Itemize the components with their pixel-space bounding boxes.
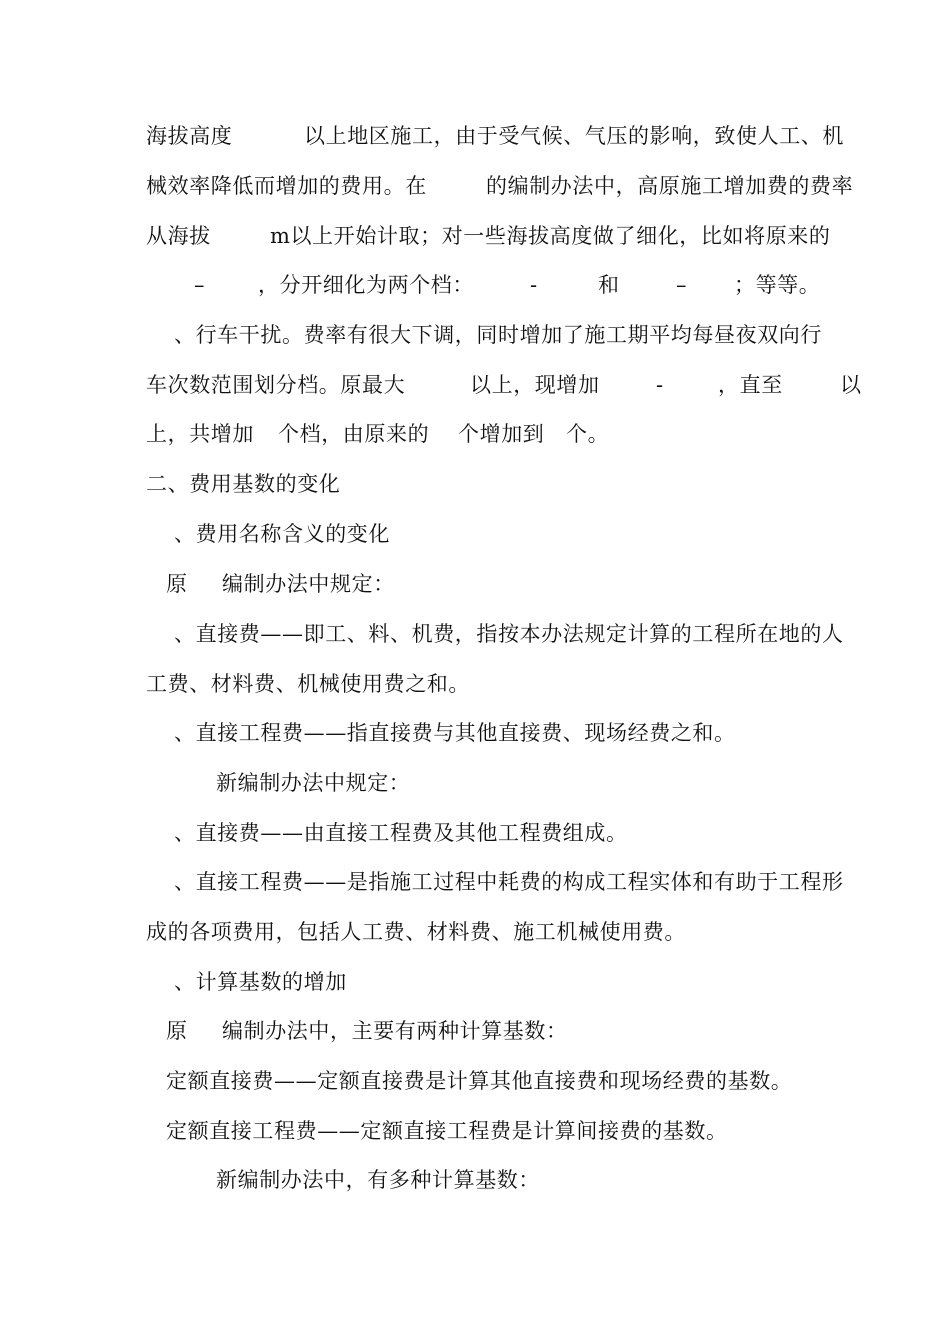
text-segment: 定额直接费——定额直接费是计算其他直接费和现场经费的基数。 <box>166 1069 793 1093</box>
text-segment: 械效率降低而增加的费用。在 <box>146 174 427 198</box>
text-segment: 、直接费——由直接工程费及其他工程费组成。 <box>174 821 628 845</box>
paragraph-line <box>146 216 860 256</box>
text-segment: 上，共增加 <box>146 422 254 446</box>
text-segment: 、行车干扰。费率有很大下调，同时增加了施工期平均每昼夜双向行 <box>174 323 822 347</box>
paragraph-line <box>146 265 860 305</box>
text-segment: ，分开细化为两个档： <box>258 273 474 297</box>
text-segment: 海拔高度 <box>146 124 233 148</box>
paragraph-line <box>146 664 860 704</box>
text-segment: 个增加到 <box>458 422 545 446</box>
text-segment: 车次数范围划分档。原最大 <box>146 373 406 397</box>
text-segment: 、直接工程费——指直接费与其他直接费、现场经费之和。 <box>174 721 736 745</box>
text-segment: ，直至 <box>718 373 783 397</box>
text-segment: 成的各项费用，包括人工费、材料费、施工机械使用费。 <box>146 920 686 944</box>
paragraph-line <box>146 166 860 206</box>
text-segment: 二、费用基数的变化 <box>146 472 341 496</box>
subsection-heading <box>146 514 860 554</box>
paragraph-line <box>146 116 860 156</box>
text-segment: 、计算基数的增加 <box>174 970 347 994</box>
paragraph-line <box>146 912 860 952</box>
text-segment: 原 <box>166 1019 188 1043</box>
paragraph-line <box>146 1011 860 1051</box>
paragraph-line <box>146 813 860 853</box>
text-segment: 个。 <box>566 422 610 446</box>
text-segment: 、直接工程费——是指施工过程中耗费的构成工程实体和有助于工程形 <box>174 870 844 894</box>
text-segment: 新编制办法中规定： <box>216 771 411 795</box>
text-segment: 以上地区施工，由于受气候、气压的影响，致使人工、机 <box>304 124 844 148</box>
paragraph-line <box>146 763 860 803</box>
text-segment: - <box>656 373 664 397</box>
text-segment: 原 <box>166 572 188 596</box>
text-segment: 和 <box>598 273 620 297</box>
section-heading <box>146 464 860 504</box>
text-segment: 工费、材料费、机械使用费之和。 <box>146 672 470 696</box>
text-segment: 以 <box>840 373 862 397</box>
text-segment: 以上，现增加 <box>470 373 600 397</box>
paragraph-line <box>146 1160 860 1200</box>
text-segment: – <box>194 273 206 297</box>
text-segment: 、直接费——即工、料、机费，指按本办法规定计算的工程所在地的人 <box>174 622 844 646</box>
paragraph-line <box>146 365 860 405</box>
paragraph-line <box>146 713 860 753</box>
text-segment: 编制办法中，主要有两种计算基数： <box>222 1019 568 1043</box>
text-segment: 个档，由原来的 <box>278 422 430 446</box>
paragraph-line <box>146 1061 860 1101</box>
text-segment: - <box>530 273 538 297</box>
text-segment: 新编制办法中，有多种计算基数： <box>216 1168 540 1192</box>
text-segment: 的编制办法中，高原施工增加费的费率 <box>486 174 854 198</box>
text-segment: 编制办法中规定： <box>222 572 395 596</box>
text-segment: 定额直接工程费——定额直接工程费是计算间接费的基数。 <box>166 1119 728 1143</box>
paragraph-line <box>146 614 860 654</box>
subsection-heading <box>146 962 860 1002</box>
paragraph-line <box>146 315 860 355</box>
paragraph-line <box>146 564 860 604</box>
text-segment: 从海拔 <box>146 224 211 248</box>
text-segment: ；等等。 <box>734 273 821 297</box>
text-segment: – <box>676 273 688 297</box>
text-segment: m以上开始计取；对一些海拔高度做了细化，比如将原来的 <box>270 224 831 248</box>
paragraph-line <box>146 414 860 454</box>
paragraph-line <box>146 1111 860 1151</box>
text-segment: 、费用名称含义的变化 <box>174 522 390 546</box>
paragraph-line <box>146 862 860 902</box>
